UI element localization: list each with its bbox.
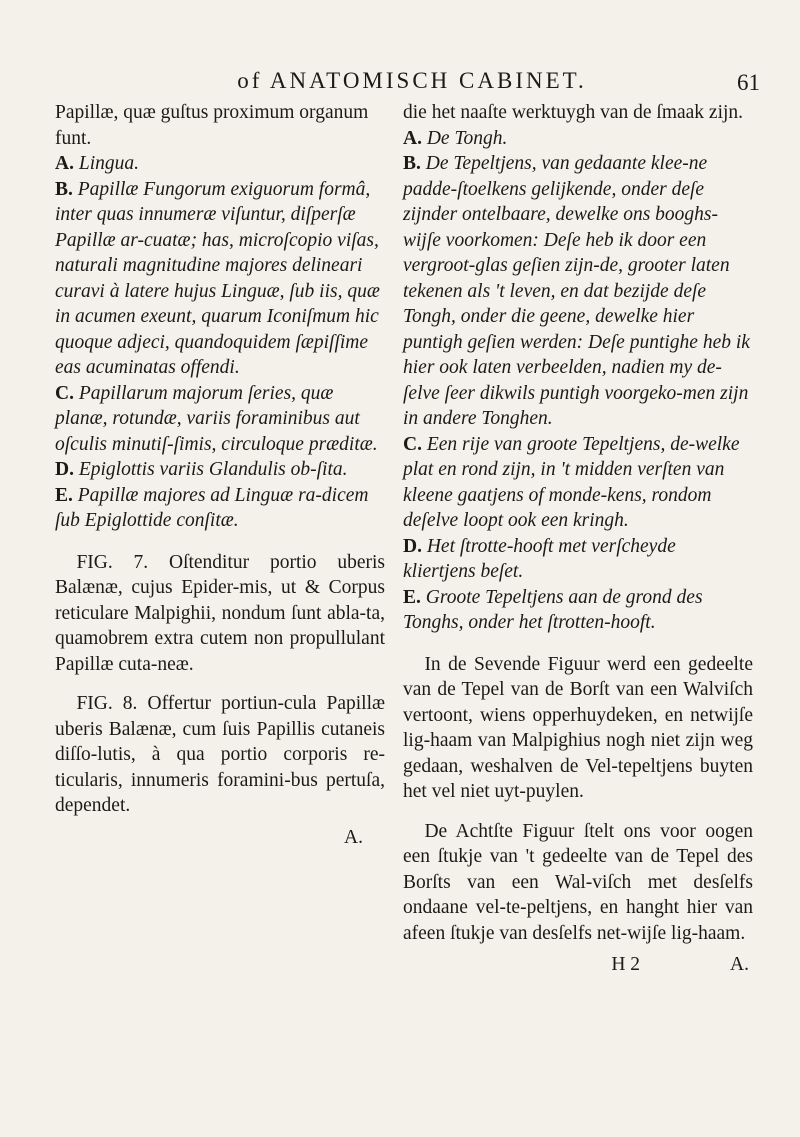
dutch-entry-a [403, 126, 753, 152]
entry-text: Epiglottis variis Glandulis ob-ſita. [78, 459, 348, 480]
latin-entry-d [55, 457, 385, 483]
signature-mark: H 2 [611, 954, 641, 975]
entry-letter: D. [55, 459, 74, 480]
dutch-footer [403, 952, 753, 978]
entry-text: Een rije van groote Tepeltjens, de-welke plat en rond zijn, in 't midden verſten van kleene gaatjens of monde-kens, rondom deſelve loopt ook een kringh. [403, 433, 740, 531]
latin-fig-8: FIG. 8. Offertur portiun-cula Papillæ uberis Balænæ, cum ſuis Papillis cutaneis diſſo-lutis, à qua portio corporis re-ticularis, innumeris foramini-bus pertuſa, dependet. [55, 693, 385, 816]
entry-letter: A. [403, 127, 422, 149]
dutch-fig-7: In de Sevende Figuur werd een gedeelte van de Tepel van de Borſt van een Walviſch vertoont, wiens opperhuydeken, en netwijſe lig-haam van Malpighius nogh niet zijn weg gedaan, weshalven de Vel-tepeltjens buyten het vel niet uyt-puylen. [403, 653, 753, 802]
latin-entry-c [55, 381, 385, 458]
dutch-entry-c [403, 432, 753, 534]
latin-catchword: A. [344, 826, 363, 848]
dutch-column [403, 100, 753, 978]
entry-letter: B. [403, 153, 421, 174]
entry-letter: C. [55, 382, 74, 404]
entry-text: Papillæ majores ad Linguæ ra-dicem ſub Epiglottide conſitæ. [55, 484, 369, 531]
dutch-catchword: A. [730, 954, 749, 975]
entry-text: Groote Tepeltjens aan de grond des Tonghs, onder het ſtrotten-hooft. [403, 586, 703, 633]
page-header [0, 68, 800, 102]
running-title: of ANATOMISCH CABINET. [237, 68, 587, 93]
dutch-entry-e [403, 585, 753, 636]
latin-column [55, 100, 385, 850]
entry-text: De Tepeltjens, van gedaante klee-ne padde-ſtoelkens gelijkende, onder deſe zijnder ontelbaare, dewelke ons booghs-wijſe voorkomen: Deſe heb ik door een vergroot-glas geſien zijn-de, grooter laten tekenen als 't leven, en dat bezijde deſe Tongh, onder die geene, dewelke hier puntigh geſien werden: Deſe puntighe heb ik hier ook laten verbeelden, nadien my de-ſelve ſeer dikwils puntigh voorgeko-men zijn in andere Tonghen. [403, 153, 750, 429]
entry-text: Het ſtrotte-hooft met verſcheyde kliertjens beſet. [403, 535, 676, 582]
latin-fig-7: FIG. 7. Oſtenditur portio uberis Balænæ, cujus Epider-mis, ut & Corpus reticulare Malpighii, nondum ſunt abla-ta, quamobrem extra cutem non propullulant Papillæ cuta-neæ. [55, 551, 385, 675]
entry-text: De Tongh. [426, 127, 508, 149]
entry-letter: B. [55, 178, 73, 200]
page-number: 61 [737, 70, 760, 95]
entry-letter: E. [403, 586, 421, 608]
latin-intro: Papillæ, quæ guſtus proximum organum funt. [55, 102, 369, 149]
entry-letter: E. [55, 484, 73, 506]
entry-text: Papillarum majorum ſeries, quæ planæ, rotundæ, variis foraminibus aut oſculis minutiſ-ſimis, circuloque præditæ. [55, 382, 378, 455]
entry-letter: A. [55, 153, 74, 174]
dutch-entry-b [403, 151, 753, 432]
entry-letter: D. [403, 535, 422, 557]
latin-entry-b [55, 177, 385, 381]
dutch-entry-d [403, 534, 753, 585]
latin-entry-e [55, 483, 385, 534]
entry-letter: C. [403, 433, 422, 455]
dutch-fig-8: De Achtſte Figuur ſtelt ons voor oogen een ſtukje van 't gedeelte van de Tepel des Borſts van een Wal-viſch met desſelfs ondaane vel-te-peltjens, en hanght hier van afeen ſtukje van desſelfs net-wijſe lig-haam. [403, 820, 753, 944]
entry-text: Lingua. [78, 153, 139, 174]
dutch-intro: die het naaſte werktuygh van de ſmaak zijn. [403, 102, 744, 123]
latin-entry-a [55, 151, 385, 177]
entry-text: Papillæ Fungorum exiguorum formâ, inter quas innumeræ viſuntur, diſperſæ Papillæ ar-cuatæ; has, microſcopio viſas, naturali magnitudine majores delineari curavi à latere hujus Linguæ, ſub iis, quæ in acumen exeunt, quarum Iconiſmum hic quoque adjeci, quandoquidem ſæpiſſime eas acuminatas offendi. [55, 178, 380, 378]
